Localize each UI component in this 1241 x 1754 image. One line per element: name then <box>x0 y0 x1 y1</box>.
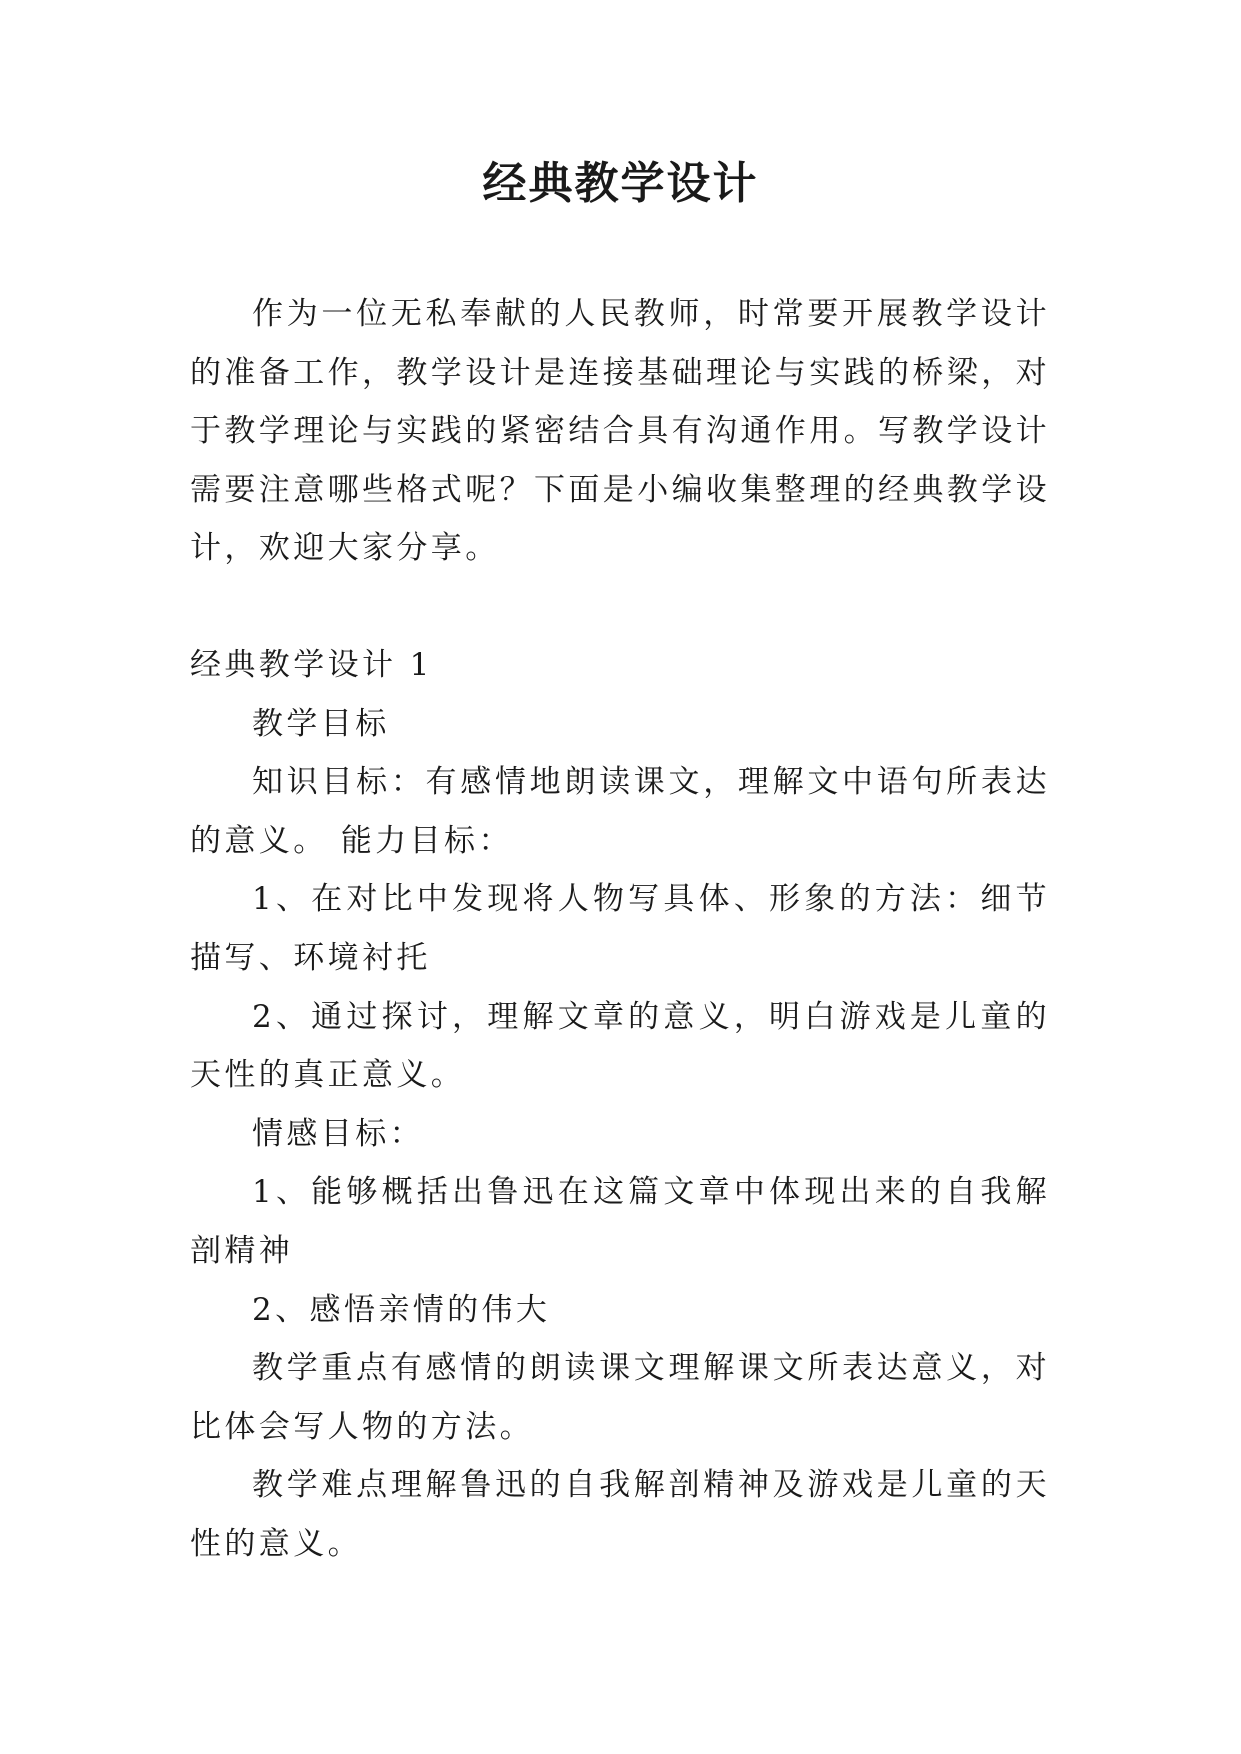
paragraph-difficulty: 教学难点理解鲁迅的自我解剖精神及游戏是儿童的天性的意义。 <box>190 1467 1050 1562</box>
paragraph-emotion-1: 1、能够概括出鲁迅在这篇文章中体现出来的自我解剖精神 <box>190 1174 1050 1269</box>
paragraph-emotion-2: 2、感悟亲情的伟大 <box>252 1291 551 1328</box>
paragraph-key-point: 教学重点有感情的朗读课文理解课文所表达意义，对比体会写人物的方法。 <box>190 1350 1050 1445</box>
paragraph-ability-2: 2、通过探讨，理解文章的意义，明白游戏是儿童的天性的真正意义。 <box>190 998 1050 1094</box>
paragraph-knowledge-goal: 知识目标：有感情地朗读课文，理解文中语句所表达的意义。 能力目标： <box>190 764 1050 859</box>
paragraph-ability-1: 1、在对比中发现将人物写具体、形象的方法：细节描写、环境衬托 <box>190 881 1050 976</box>
paragraph-emotion-goal: 情感目标： <box>252 1115 424 1152</box>
section-heading: 经典教学设计 1 <box>190 646 433 683</box>
page-title: 经典教学设计 <box>482 158 759 209</box>
spacer <box>190 578 1050 636</box>
paragraph-teaching-goals: 教学目标 <box>252 705 390 742</box>
document-body <box>190 285 1050 1573</box>
intro-paragraph: 作为一位无私奉献的人民教师，时常要开展教学设计的准备工作，教学设计是连接基础理论与实践的桥梁，对于教学理论与实践的紧密结合具有沟通作用。写教学设计需要注意哪些格式呢？下面是小编收集整理的经典教学设计，欢迎大家分享。 <box>190 296 1050 567</box>
